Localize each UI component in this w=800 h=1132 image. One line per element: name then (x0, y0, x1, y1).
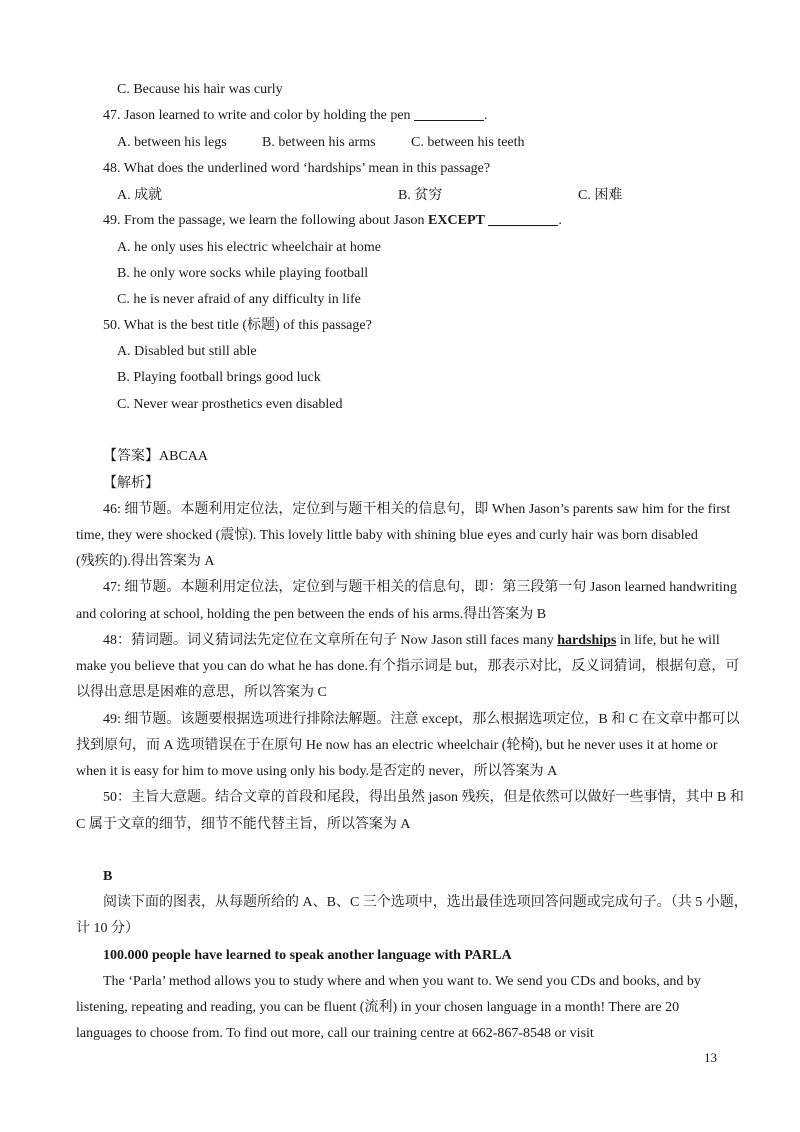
q50-stem: 50. What is the best title (标题) of this passage? (103, 318, 372, 333)
analysis-46-line3: (残疾的).得出答案为 A (76, 554, 215, 569)
analysis-46-line1: 46: 细节题。本题利用定位法，定位到与题干相关的信息句，即 When Jason’s parents saw him for the first (103, 502, 731, 517)
q50-option-a: A. Disabled but still able (117, 344, 257, 359)
analysis-48-text: 48：猜词题。词义猜词法先定位在文章所在句子 Now Jason still faces many (103, 633, 558, 648)
q47-stem-text: 47. Jason learned to write and color by holding the pen (103, 108, 411, 123)
passage-headline: 100.000 people have learned to speak another language with PARLA (103, 948, 512, 963)
analysis-46-line2: time, they were shocked (震惊). This lovely little baby with shining blue eyes and curly hair was born disabled (76, 528, 698, 543)
analysis-48-line2: make you believe that you can do what he has done.有个指示词是 but，那表示对比，反义词猜词，根据句意，可 (76, 659, 740, 674)
passage-line1: The ‘Parla’ method allows you to study where and when you want to. We send you CDs and books, and by (103, 974, 701, 989)
section-b-instruction-line1: 阅读下面的图表，从每题所给的 A、B、C 三个选项中，选出最佳选项回答问题或完成句子。（共 5 小题， (103, 895, 748, 910)
analysis-47-line1: 47: 细节题。本题利用定位法，定位到与题干相关的信息句，即：第三段第一句 Jason learned handwriting (103, 580, 737, 595)
q48-stem: 48. What does the underlined word ‘hardships’ mean in this passage? (103, 161, 491, 176)
passage-line3: languages to choose from. To find out more, call our training centre at 662-867-8548 or visit (76, 1026, 594, 1041)
q50-option-b: B. Playing football brings good luck (117, 370, 321, 385)
q49-except: EXCEPT (428, 213, 485, 228)
q50-option-c: C. Never wear prosthetics even disabled (117, 397, 343, 412)
analysis-48-text-tail: in life, but he will (616, 633, 720, 648)
analysis-50-line1: 50：主旨大意题。结合文章的首段和尾段，得出虽然 jason 残疾，但是依然可以做好一些事情，其中 B 和 (103, 790, 744, 805)
analysis-49-line2: 找到原句，而 A 选项错误在于在原句 He now has an electric wheelchair (轮椅), but he never uses it at home or (76, 738, 718, 753)
answer-blank (414, 106, 484, 121)
analysis-49-line1: 49: 细节题。该题要根据选项进行排除法解题。注意 except，那么根据选项定位，B 和 C 在文章中都可以 (103, 712, 740, 727)
q49-option-a: A. he only uses his electric wheelchair at home (117, 240, 381, 255)
q47-stem-tail: . (484, 108, 488, 123)
answer-blank (488, 211, 558, 226)
answer-key: 【答案】ABCAA (103, 449, 209, 464)
q49-stem (103, 211, 562, 231)
section-b-label: B (103, 869, 113, 884)
analysis-48-line1 (103, 631, 720, 651)
page-number: 13 (704, 1050, 717, 1065)
analysis-heading: 【解析】 (103, 476, 159, 491)
q49-stem-tail: . (558, 213, 562, 228)
analysis-49-line3: when it is easy for him to move using only his body.是否定的 never，所以答案为 A (76, 764, 558, 779)
passage-line2: listening, repeating and reading, you can be fluent (流利) in your chosen language in a month! There are 20 (76, 1000, 680, 1015)
analysis-47-line2: and coloring at school, holding the pen between the ends of his arms.得出答案为 B (76, 607, 547, 622)
q46-option-c: C. Because his hair was curly (117, 82, 283, 97)
q49-option-b: B. he only wore socks while playing football (117, 266, 369, 281)
q47-option-c: C. between his teeth (411, 135, 525, 150)
q47-option-a: A. between his legs (117, 135, 227, 150)
analysis-50-line2: C 属于文章的细节，细节不能代替主旨，所以答案为 A (76, 817, 411, 832)
q48-option-c: C. 困难 (578, 188, 623, 203)
q49-stem-text: 49. From the passage, we learn the following about Jason (103, 213, 429, 228)
q47-stem (103, 106, 488, 126)
hardships-word: hardships (557, 633, 617, 648)
q49-option-c: C. he is never afraid of any difficulty in life (117, 292, 361, 307)
section-b-instruction-line2: 计 10 分） (76, 921, 139, 936)
analysis-48-line3: 以得出意思是困难的意思，所以答案为 C (76, 685, 327, 700)
q48-option-a: A. 成就 (117, 188, 163, 203)
q48-option-b: B. 贫穷 (398, 188, 443, 203)
q47-option-b: B. between his arms (262, 135, 376, 150)
